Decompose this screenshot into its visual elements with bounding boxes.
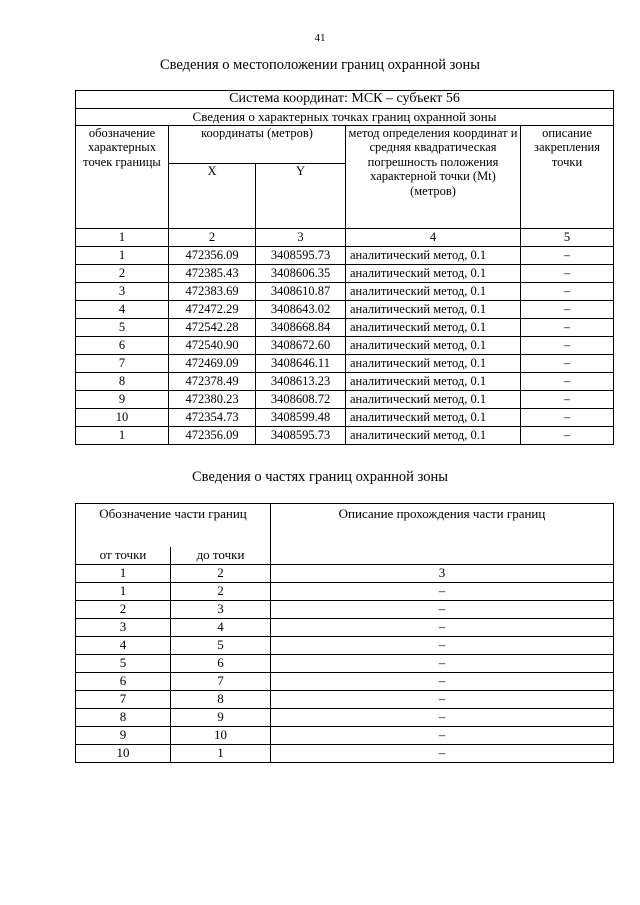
from-point-cell: 10	[76, 745, 171, 763]
description-cell: –	[521, 301, 614, 319]
y-coord-cell: 3408668.84	[256, 319, 346, 337]
point-id-cell: 8	[76, 373, 169, 391]
to-point-cell: 3	[171, 601, 271, 619]
from-point-cell: 8	[76, 709, 171, 727]
part-description-cell: –	[271, 619, 614, 637]
x-coord-cell: 472354.73	[169, 409, 256, 427]
description-cell: –	[521, 337, 614, 355]
coord-system-cell: Система координат: МСК – субъект 56	[76, 91, 614, 109]
y-header: Y	[256, 164, 346, 229]
point-id-cell: 4	[76, 301, 169, 319]
column-number: 2	[171, 565, 271, 583]
method-cell: аналитический метод, 0.1	[346, 265, 521, 283]
to-point-cell: 4	[171, 619, 271, 637]
table-row	[76, 745, 614, 763]
y-coord-cell: 3408610.87	[256, 283, 346, 301]
part-description-cell: –	[271, 655, 614, 673]
y-coord-cell: 3408672.60	[256, 337, 346, 355]
part-description-cell: –	[271, 601, 614, 619]
x-coord-cell: 472469.09	[169, 355, 256, 373]
method-cell: аналитический метод, 0.1	[346, 373, 521, 391]
description-cell: –	[521, 373, 614, 391]
method-cell: аналитический метод, 0.1	[346, 391, 521, 409]
point-id-cell: 3	[76, 283, 169, 301]
to-point-cell: 6	[171, 655, 271, 673]
point-id-cell: 2	[76, 265, 169, 283]
y-coord-cell: 3408643.02	[256, 301, 346, 319]
table-row	[76, 655, 614, 673]
part-description-cell: –	[271, 583, 614, 601]
boundary-parts-table	[75, 503, 614, 763]
column-number: 2	[169, 229, 256, 247]
to-point-header: до точки	[171, 547, 271, 565]
part-description-cell: –	[271, 745, 614, 763]
table-row	[76, 583, 614, 601]
point-id-cell: 7	[76, 355, 169, 373]
method-cell: аналитический метод, 0.1	[346, 355, 521, 373]
point-id-header: обозначение характерных точек границы	[76, 126, 169, 229]
method-cell: аналитический метод, 0.1	[346, 427, 521, 445]
point-id-cell: 10	[76, 409, 169, 427]
x-coord-cell: 472380.23	[169, 391, 256, 409]
boundary-points-table	[75, 90, 614, 445]
y-coord-cell: 3408599.48	[256, 409, 346, 427]
column-number: 3	[271, 565, 614, 583]
description-cell: –	[521, 355, 614, 373]
table-row	[76, 673, 614, 691]
table-row	[76, 355, 614, 373]
point-id-cell: 1	[76, 247, 169, 265]
to-point-cell: 7	[171, 673, 271, 691]
x-header: X	[169, 164, 256, 229]
from-point-cell: 5	[76, 655, 171, 673]
table-row	[76, 373, 614, 391]
boundary-parts-tbody	[76, 504, 614, 763]
y-coord-cell: 3408646.11	[256, 355, 346, 373]
table-row	[76, 619, 614, 637]
from-point-cell: 1	[76, 583, 171, 601]
table-row	[76, 727, 614, 745]
table-row	[76, 265, 614, 283]
table-row	[76, 691, 614, 709]
part-description-cell: –	[271, 727, 614, 745]
to-point-cell: 5	[171, 637, 271, 655]
to-point-cell: 8	[171, 691, 271, 709]
part-description-cell: –	[271, 673, 614, 691]
x-coord-cell: 472385.43	[169, 265, 256, 283]
part-description-cell: –	[271, 691, 614, 709]
column-number: 4	[346, 229, 521, 247]
table-row	[76, 409, 614, 427]
to-point-cell: 2	[171, 583, 271, 601]
parts-heading: Сведения о частях границ охранной зоны	[192, 469, 448, 485]
table-row	[76, 247, 614, 265]
table-row	[76, 601, 614, 619]
y-coord-cell: 3408608.72	[256, 391, 346, 409]
table-row	[76, 391, 614, 409]
from-point-cell: 4	[76, 637, 171, 655]
x-coord-cell: 472378.49	[169, 373, 256, 391]
from-point-header: от точки	[76, 547, 171, 565]
x-coord-cell: 472383.69	[169, 283, 256, 301]
boundary-heading: Сведения о местоположении границ охранной зоны	[159, 57, 480, 73]
part-description-header: Описание прохождения части границ	[271, 504, 614, 565]
x-coord-cell: 472356.09	[169, 427, 256, 445]
from-point-cell: 2	[76, 601, 171, 619]
method-cell: аналитический метод, 0.1	[346, 301, 521, 319]
column-number: 1	[76, 565, 171, 583]
method-cell: аналитический метод, 0.1	[346, 337, 521, 355]
part-id-header: Обозначение части границ	[76, 504, 271, 548]
description-header: описание закрепления точки	[521, 126, 614, 229]
table-row	[76, 283, 614, 301]
points-subheading-cell: Сведения о характерных точках границ охранной зоны	[76, 109, 614, 126]
to-point-cell: 9	[171, 709, 271, 727]
from-point-cell: 6	[76, 673, 171, 691]
point-id-cell: 5	[76, 319, 169, 337]
column-number: 5	[521, 229, 614, 247]
table-row	[76, 319, 614, 337]
table-row	[76, 337, 614, 355]
method-cell: аналитический метод, 0.1	[346, 319, 521, 337]
table-row	[76, 709, 614, 727]
description-cell: –	[521, 319, 614, 337]
method-cell: аналитический метод, 0.1	[346, 247, 521, 265]
y-coord-cell: 3408613.23	[256, 373, 346, 391]
from-point-cell: 3	[76, 619, 171, 637]
point-id-cell: 9	[76, 391, 169, 409]
y-coord-cell: 3408606.35	[256, 265, 346, 283]
x-coord-cell: 472356.09	[169, 247, 256, 265]
method-cell: аналитический метод, 0.1	[346, 409, 521, 427]
from-point-cell: 7	[76, 691, 171, 709]
table-row	[76, 301, 614, 319]
description-cell: –	[521, 391, 614, 409]
x-coord-cell: 472540.90	[169, 337, 256, 355]
x-coord-cell: 472472.29	[169, 301, 256, 319]
column-number: 3	[256, 229, 346, 247]
y-coord-cell: 3408595.73	[256, 427, 346, 445]
from-point-cell: 9	[76, 727, 171, 745]
part-description-cell: –	[271, 637, 614, 655]
point-id-cell: 6	[76, 337, 169, 355]
table-row	[76, 637, 614, 655]
description-cell: –	[521, 427, 614, 445]
to-point-cell: 1	[171, 745, 271, 763]
table-row	[76, 427, 614, 445]
description-cell: –	[521, 265, 614, 283]
description-cell: –	[521, 409, 614, 427]
description-cell: –	[521, 283, 614, 301]
point-id-cell: 1	[76, 427, 169, 445]
y-coord-cell: 3408595.73	[256, 247, 346, 265]
method-cell: аналитический метод, 0.1	[346, 283, 521, 301]
column-number: 1	[76, 229, 169, 247]
to-point-cell: 10	[171, 727, 271, 745]
part-description-cell: –	[271, 709, 614, 727]
x-coord-cell: 472542.28	[169, 319, 256, 337]
coords-header: координаты (метров)	[169, 126, 346, 164]
boundary-points-tbody	[76, 91, 614, 445]
page-number: 41	[314, 32, 326, 44]
description-cell: –	[521, 247, 614, 265]
method-header: метод определения координат и средняя квадратическая погрешность положения характерной точки (Mt) (метров)	[346, 126, 521, 229]
